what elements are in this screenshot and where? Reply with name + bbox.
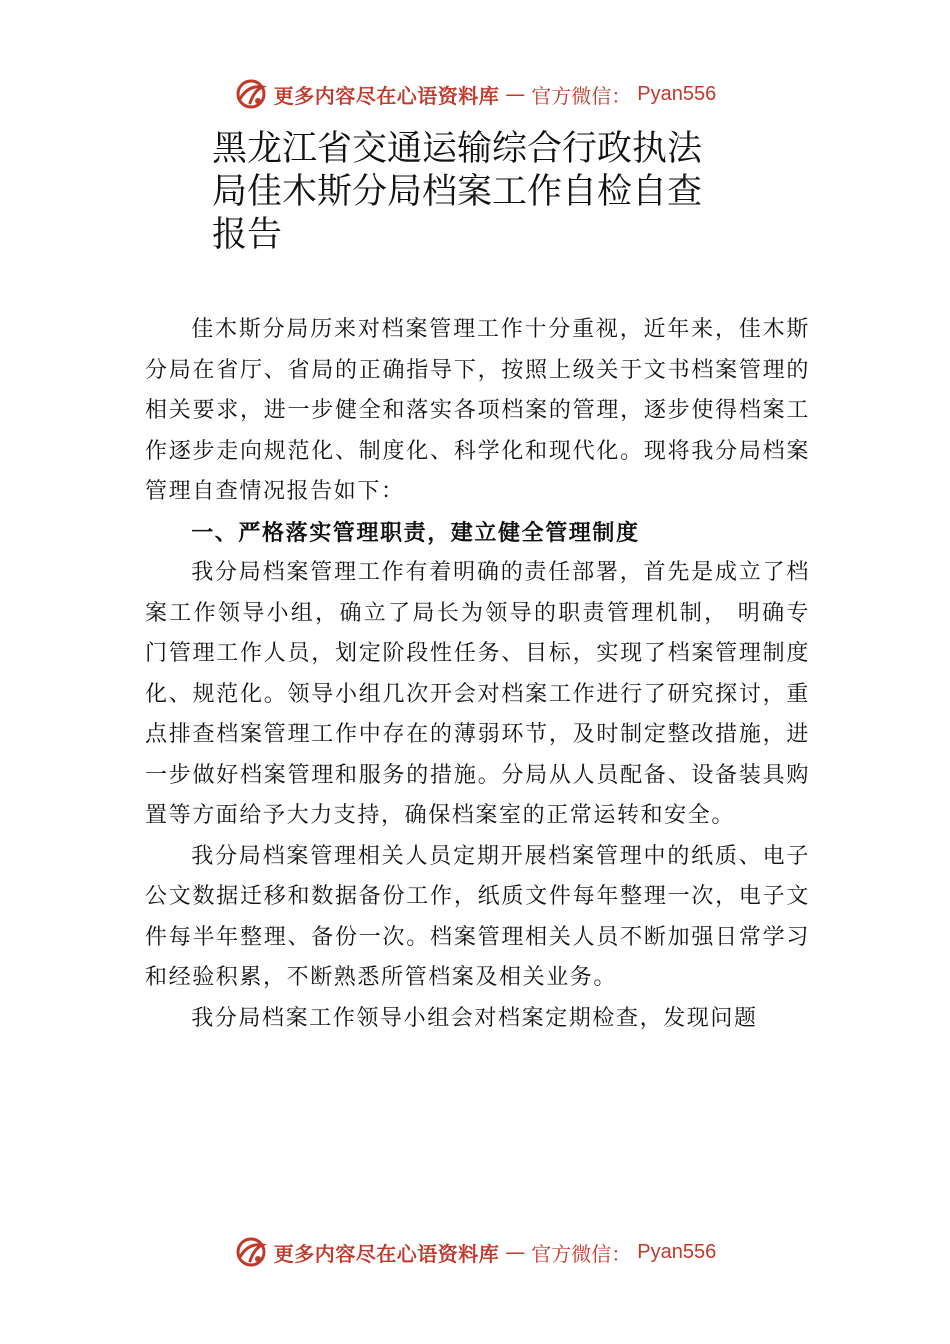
footer-banner <box>0 1230 950 1274</box>
section-heading: 一、严格落实管理职责，建立健全管理制度 <box>191 519 640 546</box>
banner-wechat-label: 官方微信： <box>531 1241 632 1266</box>
body-paragraph: 我分局档案管理工作有着明确的责任部署，首先是成立了档案工作领导小组，确立了局长为领导的职责管理机制， 明确专门管理工作人员，划定阶段性任务、目标，实现了档案管理制度化、规范化。领导小组几次开会对档案工作进行了研究探讨，重点排查档案管理工作中存在的薄弱环节，及时制定整改措施，进一步做好档案管理和服务的措施。分局从人员配备、设备装具购置等方面给予大力支持，确保档案室的正常运转和安全。 <box>145 560 810 828</box>
document-title: 黑龙江省交通运输综合行政执法局佳木斯分局档案工作自检自查报告 <box>212 129 703 255</box>
banner-text: 更多内容尽在心语资料库 <box>273 83 500 108</box>
banner-wechat-id: Pyan556 <box>637 1240 717 1263</box>
calligraphy-seal-icon <box>234 1235 268 1269</box>
body-paragraph: 我分局档案工作领导小组会对档案定期检查，发现问题 <box>191 1005 758 1031</box>
banner-wechat-label: 官方微信： <box>531 83 632 108</box>
document-body <box>145 310 810 1039</box>
banner-separator: — <box>505 82 526 106</box>
banner-wechat-id: Pyan556 <box>637 82 717 105</box>
banner-text: 更多内容尽在心语资料库 <box>273 1241 500 1266</box>
body-paragraph: 我分局档案管理相关人员定期开展档案管理中的纸质、电子公文数据迁移和数据备份工作，纸质文件每年整理一次，电子文件每半年整理、备份一次。档案管理相关人员不断加强日常学习和经验积累，不断熟悉所管档案及相关业务。 <box>145 843 810 990</box>
banner-separator: — <box>505 1240 526 1264</box>
intro-paragraph: 佳木斯分局历来对档案管理工作十分重视，近年来，佳木斯分局在省厅、省局的正确指导下，按照上级关于文书档案管理的相关要求，进一步健全和落实各项档案的管理，逐步使得档案工作逐步走向规范化、制度化、科学化和现代化。现将我分局档案管理自查情况报告如下： <box>145 317 810 504</box>
calligraphy-seal-icon <box>234 77 268 111</box>
header-banner <box>0 72 950 116</box>
